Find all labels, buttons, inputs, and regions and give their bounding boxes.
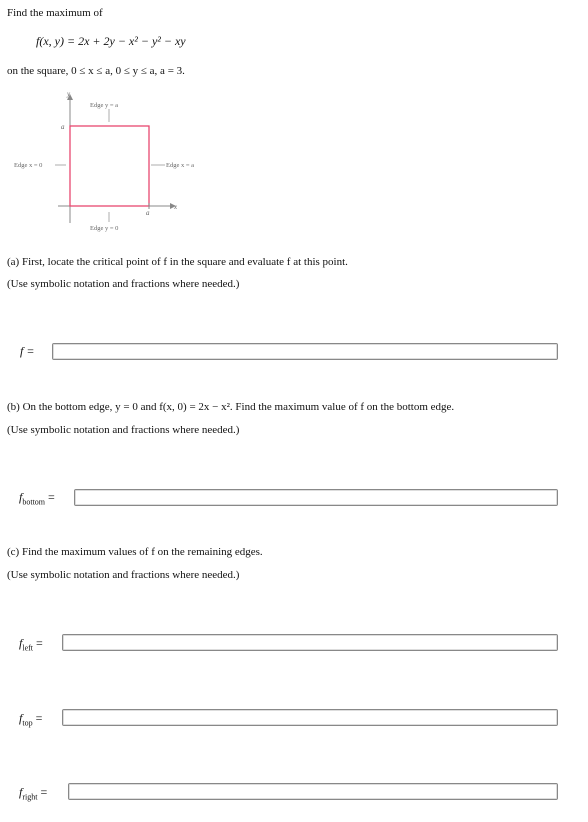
part-c-prompt: (c) Find the maximum values of f on the remaining edges. (7, 546, 263, 558)
f-left-label: $f_{left}$ = (19, 636, 43, 653)
edge-right-label: Edge x = a (166, 162, 195, 169)
part-a-answer-input[interactable] (52, 343, 558, 360)
edge-bottom-label: Edge y = 0 (90, 225, 119, 232)
f-left-answer-input[interactable] (62, 634, 558, 651)
x-axis-label: x (174, 203, 178, 211)
square-diagram (0, 85, 240, 235)
y-axis-label: y (67, 90, 71, 98)
problem-intro: Find the maximum of (7, 7, 103, 19)
f-top-label: $f_{top}$ = (19, 711, 43, 728)
domain-statement: on the square, 0 ≤ x ≤ a, 0 ≤ y ≤ a, a = 3. (7, 65, 185, 77)
f-right-label: $f_{right}$ = (19, 785, 48, 802)
f-bottom-answer-input[interactable] (74, 489, 558, 506)
edge-top-label: Edge y = a (90, 102, 119, 109)
f-bottom-label: $f_{bottom}$ = (19, 490, 55, 507)
part-a-label: f = (20, 344, 35, 358)
square-region (70, 126, 149, 206)
part-b-prompt: (b) On the bottom edge, y = 0 and f(x, 0) = 2x − x². Find the maximum value of f on the bottom edge. (7, 401, 455, 413)
part-a-note: (Use symbolic notation and fractions where needed.) (7, 278, 240, 290)
part-a-prompt: (a) First, locate the critical point of f in the square and evaluate f at this point. (7, 256, 348, 268)
a-x-label: a (146, 209, 150, 217)
part-c-note: (Use symbolic notation and fractions where needed.) (7, 569, 240, 581)
function-formula: f(x, y) = 2x + 2y − x² − y² − xy (36, 34, 186, 48)
f-right-answer-input[interactable] (68, 783, 558, 800)
f-top-answer-input[interactable] (62, 709, 558, 726)
a-y-label: a (61, 123, 65, 131)
edge-left-label: Edge x = 0 (14, 162, 43, 169)
part-b-note: (Use symbolic notation and fractions where needed.) (7, 424, 240, 436)
